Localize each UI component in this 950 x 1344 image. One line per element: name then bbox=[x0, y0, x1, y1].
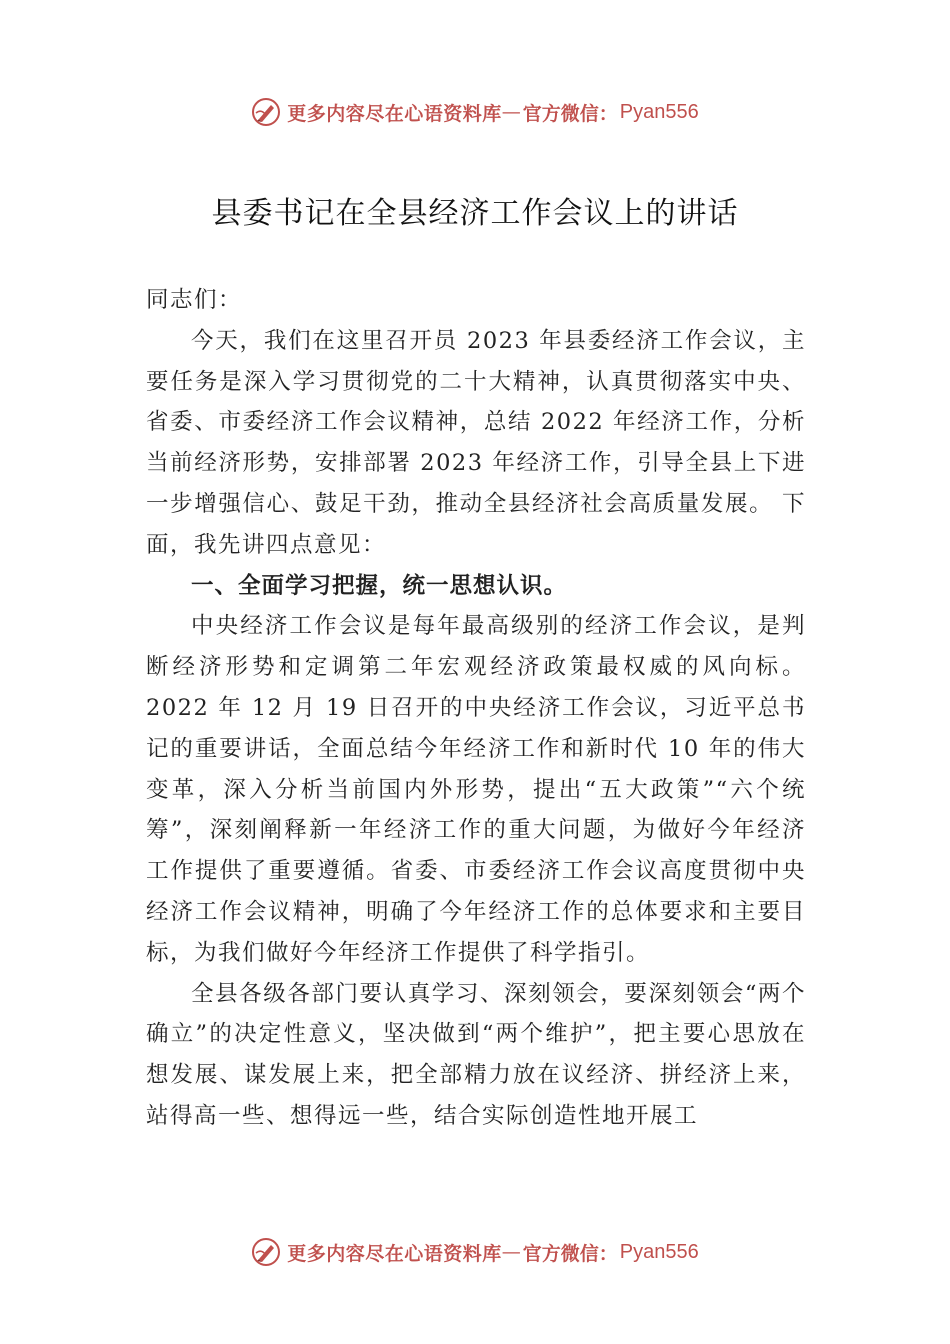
document-body bbox=[146, 280, 806, 1137]
paragraph-intro: 今天，我们在这里召开员 2023 年县委经济工作会议，主要任务是深入学习贯彻党的二十大精神，认真贯彻落实中央、省委、市委经济工作会议精神，总结 2022 年经济工作，分析当前经济形势，安排部署 2023 年经济工作，引导全县上下进一步增强信心、鼓足干劲，推动全县经济社会高质量发展。 下面，我先讲四点意见： bbox=[146, 327, 806, 558]
salutation: 同志们： bbox=[146, 287, 243, 313]
banner-wechat-label: 官方微信： bbox=[522, 102, 618, 125]
banner-wechat-id: Pyan556 bbox=[619, 100, 699, 123]
banner-text: 更多内容尽在心语资料库 bbox=[287, 1242, 502, 1265]
paragraph-central-meeting: 中央经济工作会议是每年最高级别的经济工作会议，是判断经济形势和定调第二年宏观经济政策最权威的风向标。2022 年 12 月 19 日召开的中央经济工作会议，习近平总书记的重要讲话，全面总结今年经济工作和新时代 10 年的伟大变革，深入分析当前国内外形势，提出“五大政策”“六个统筹”，深刻阐释新一年经济工作的重大问题，为做好今年经济工作提供了重要遵循。省委、市委经济工作会议高度贯彻中央经济工作会议精神，明确了今年经济工作的总体要求和主要目标，为我们做好今年经济工作提供了科学指引。 bbox=[146, 613, 806, 966]
section-heading-1: 一、全面学习把握，统一思想认识。 bbox=[191, 572, 568, 599]
banner-dash: — bbox=[501, 101, 521, 123]
footer-banner bbox=[0, 1232, 950, 1272]
banner-dash: — bbox=[501, 1241, 521, 1263]
pen-logo-icon bbox=[251, 1237, 281, 1267]
pen-logo-icon bbox=[251, 97, 281, 127]
paragraph-county-departments: 全县各级各部门要认真学习、深刻领会，要深刻领会“两个确立”的决定性意义，坚决做到“两个维护”，把主要心思放在想发展、谋发展上来，把全部精力放在议经济、拼经济上来，站得高一些、想得远一些，结合实际创造性地开展工 bbox=[146, 980, 806, 1129]
document-title: 县委书记在全县经济工作会议上的讲话 bbox=[211, 196, 739, 231]
banner-text: 更多内容尽在心语资料库 bbox=[287, 102, 502, 125]
banner-wechat-label: 官方微信： bbox=[522, 1242, 618, 1265]
banner-wechat-id: Pyan556 bbox=[619, 1240, 699, 1263]
header-banner bbox=[0, 92, 950, 132]
